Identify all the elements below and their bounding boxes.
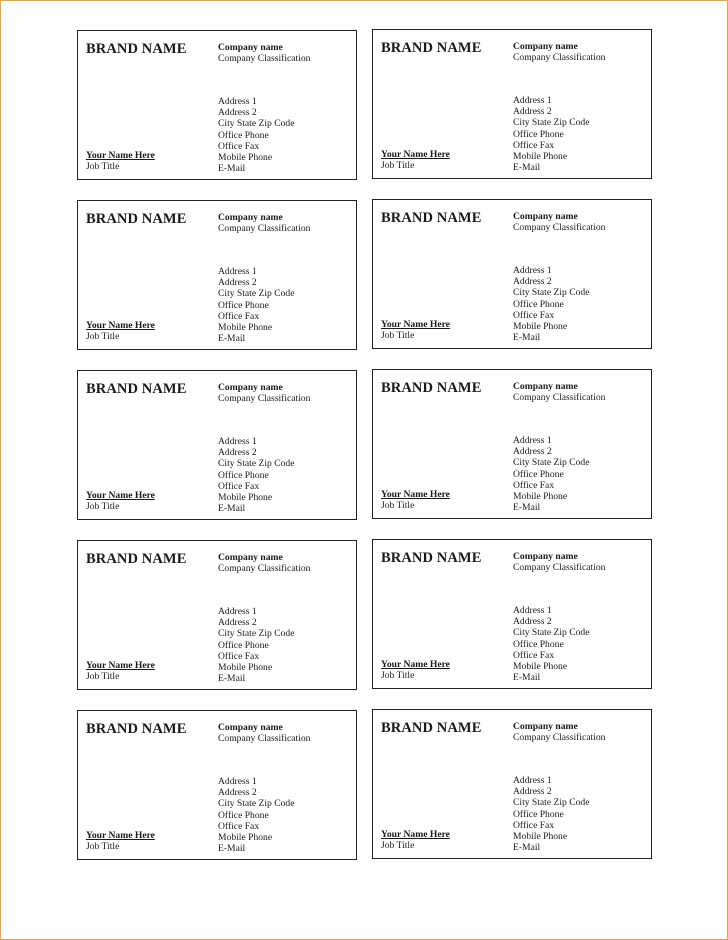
contact-line: E-Mail <box>218 673 246 685</box>
brand-name: BRAND NAME <box>381 550 482 566</box>
person-block <box>381 489 450 511</box>
contact-line: Office Fax <box>218 310 260 322</box>
contact-line: Mobile Phone <box>513 661 568 673</box>
company-block <box>218 42 310 64</box>
job-title: Job Title <box>381 670 415 682</box>
contact-line: Office Phone <box>513 128 564 140</box>
contact-line: Address 1 <box>513 95 552 106</box>
contact-line: Address 2 <box>218 617 257 629</box>
contact-line: Mobile Phone <box>513 491 568 503</box>
brand-name: BRAND NAME <box>381 720 482 736</box>
job-title: Job Title <box>86 331 120 343</box>
contact-line: City State Zip Code <box>513 797 590 809</box>
person-name: Your Name Here <box>86 490 155 501</box>
company-classification: Company Classification <box>513 222 606 234</box>
job-title: Job Title <box>381 160 415 172</box>
person-block <box>86 150 155 172</box>
contact-details <box>218 436 294 514</box>
contact-line: E-Mail <box>513 162 541 174</box>
contact-details <box>218 266 294 344</box>
business-card <box>372 29 652 179</box>
contact-line: Office Fax <box>513 819 555 831</box>
company-block <box>513 41 605 63</box>
job-title: Job Title <box>86 161 120 173</box>
business-card <box>77 710 357 860</box>
contact-line: City State Zip Code <box>218 798 295 810</box>
contact-details <box>513 95 589 173</box>
company-classification: Company Classification <box>513 392 606 404</box>
contact-details <box>513 605 589 683</box>
contact-line: Office Fax <box>513 649 555 661</box>
company-name: Company name <box>218 722 283 733</box>
contact-line: Office Phone <box>218 469 269 481</box>
business-card <box>77 200 357 350</box>
contact-line: City State Zip Code <box>513 457 590 469</box>
company-classification: Company Classification <box>513 562 606 574</box>
person-block <box>86 490 155 512</box>
company-classification: Company Classification <box>513 52 606 64</box>
job-title: Job Title <box>86 671 120 683</box>
contact-line: E-Mail <box>218 843 246 855</box>
company-name: Company name <box>513 381 578 392</box>
person-block <box>381 149 450 171</box>
company-classification: Company Classification <box>218 53 311 65</box>
contact-line: Office Fax <box>218 140 260 152</box>
contact-line: Address 2 <box>218 107 257 119</box>
contact-line: Office Phone <box>513 808 564 820</box>
contact-details <box>513 435 589 513</box>
company-block <box>218 382 310 404</box>
contact-line: City State Zip Code <box>218 288 295 300</box>
contact-line: E-Mail <box>513 842 541 854</box>
brand-name: BRAND NAME <box>86 41 187 57</box>
contact-line: Mobile Phone <box>218 662 273 674</box>
contact-details <box>513 775 589 853</box>
contact-line: Address 1 <box>218 776 257 787</box>
person-name: Your Name Here <box>381 149 450 160</box>
contact-line: Address 2 <box>513 446 552 458</box>
person-block <box>86 660 155 682</box>
contact-details <box>218 776 294 854</box>
contact-line: City State Zip Code <box>513 287 590 299</box>
business-card <box>372 709 652 859</box>
contact-line: E-Mail <box>513 672 541 684</box>
brand-name: BRAND NAME <box>381 380 482 396</box>
contact-line: City State Zip Code <box>513 117 590 129</box>
brand-name: BRAND NAME <box>86 381 187 397</box>
contact-line: Address 2 <box>218 277 257 289</box>
contact-line: Mobile Phone <box>218 492 273 504</box>
person-name: Your Name Here <box>86 830 155 841</box>
job-title: Job Title <box>86 841 120 853</box>
contact-line: Office Phone <box>218 129 269 141</box>
contact-line: Office Phone <box>513 468 564 480</box>
company-classification: Company Classification <box>218 393 311 405</box>
contact-details <box>218 96 294 174</box>
contact-line: Address 2 <box>513 106 552 118</box>
business-card <box>372 199 652 349</box>
job-title: Job Title <box>381 840 415 852</box>
contact-line: Mobile Phone <box>513 831 568 843</box>
contact-line: Office Fax <box>218 820 260 832</box>
contact-line: Mobile Phone <box>513 151 568 163</box>
contact-line: Address 1 <box>513 605 552 616</box>
contact-line: Address 2 <box>218 447 257 459</box>
business-card <box>372 539 652 689</box>
person-block <box>381 829 450 851</box>
business-card <box>77 30 357 180</box>
company-classification: Company Classification <box>513 732 606 744</box>
company-classification: Company Classification <box>218 733 311 745</box>
contact-line: Address 1 <box>513 435 552 446</box>
company-name: Company name <box>218 552 283 563</box>
contact-line: Address 2 <box>513 616 552 628</box>
business-card <box>77 540 357 690</box>
contact-line: Office Fax <box>218 650 260 662</box>
business-card <box>77 370 357 520</box>
contact-line: Office Fax <box>513 309 555 321</box>
person-name: Your Name Here <box>381 319 450 330</box>
company-classification: Company Classification <box>218 223 311 235</box>
company-block <box>513 551 605 573</box>
contact-line: City State Zip Code <box>218 628 295 640</box>
company-block <box>513 381 605 403</box>
person-block <box>381 659 450 681</box>
person-name: Your Name Here <box>381 659 450 670</box>
contact-line: Office Fax <box>513 479 555 491</box>
contact-line: E-Mail <box>218 333 246 345</box>
contact-line: Address 1 <box>218 606 257 617</box>
company-name: Company name <box>513 211 578 222</box>
contact-line: Mobile Phone <box>218 152 273 164</box>
contact-line: Mobile Phone <box>513 321 568 333</box>
contact-details <box>218 606 294 684</box>
person-block <box>86 320 155 342</box>
company-name: Company name <box>513 721 578 732</box>
contact-details <box>513 265 589 343</box>
company-classification: Company Classification <box>218 563 311 575</box>
contact-line: Office Phone <box>513 638 564 650</box>
company-name: Company name <box>218 382 283 393</box>
contact-line: Address 2 <box>513 276 552 288</box>
person-name: Your Name Here <box>86 660 155 671</box>
contact-line: Address 1 <box>513 265 552 276</box>
company-block <box>218 722 310 744</box>
contact-line: Office Fax <box>513 139 555 151</box>
company-block <box>513 721 605 743</box>
job-title: Job Title <box>381 500 415 512</box>
company-block <box>513 211 605 233</box>
company-block <box>218 552 310 574</box>
contact-line: Mobile Phone <box>218 832 273 844</box>
company-name: Company name <box>513 551 578 562</box>
contact-line: Address 1 <box>513 775 552 786</box>
contact-line: Address 1 <box>218 96 257 107</box>
company-name: Company name <box>513 41 578 52</box>
brand-name: BRAND NAME <box>86 211 187 227</box>
brand-name: BRAND NAME <box>381 40 482 56</box>
contact-line: Office Fax <box>218 480 260 492</box>
job-title: Job Title <box>381 330 415 342</box>
company-name: Company name <box>218 42 283 53</box>
person-block <box>381 319 450 341</box>
contact-line: Address 2 <box>218 787 257 799</box>
contact-line: E-Mail <box>513 332 541 344</box>
contact-line: Office Phone <box>218 809 269 821</box>
person-name: Your Name Here <box>381 829 450 840</box>
contact-line: Mobile Phone <box>218 322 273 334</box>
person-name: Your Name Here <box>381 489 450 500</box>
job-title: Job Title <box>86 501 120 513</box>
business-card <box>372 369 652 519</box>
contact-line: Office Phone <box>513 298 564 310</box>
contact-line: Address 1 <box>218 266 257 277</box>
brand-name: BRAND NAME <box>86 721 187 737</box>
brand-name: BRAND NAME <box>381 210 482 226</box>
person-name: Your Name Here <box>86 150 155 161</box>
contact-line: E-Mail <box>218 163 246 175</box>
person-block <box>86 830 155 852</box>
contact-line: E-Mail <box>218 503 246 515</box>
contact-line: Office Phone <box>218 639 269 651</box>
contact-line: Office Phone <box>218 299 269 311</box>
person-name: Your Name Here <box>86 320 155 331</box>
contact-line: City State Zip Code <box>513 627 590 639</box>
contact-line: Address 2 <box>513 786 552 798</box>
company-name: Company name <box>218 212 283 223</box>
contact-line: City State Zip Code <box>218 458 295 470</box>
contact-line: E-Mail <box>513 502 541 514</box>
brand-name: BRAND NAME <box>86 551 187 567</box>
contact-line: Address 1 <box>218 436 257 447</box>
contact-line: City State Zip Code <box>218 118 295 130</box>
company-block <box>218 212 310 234</box>
